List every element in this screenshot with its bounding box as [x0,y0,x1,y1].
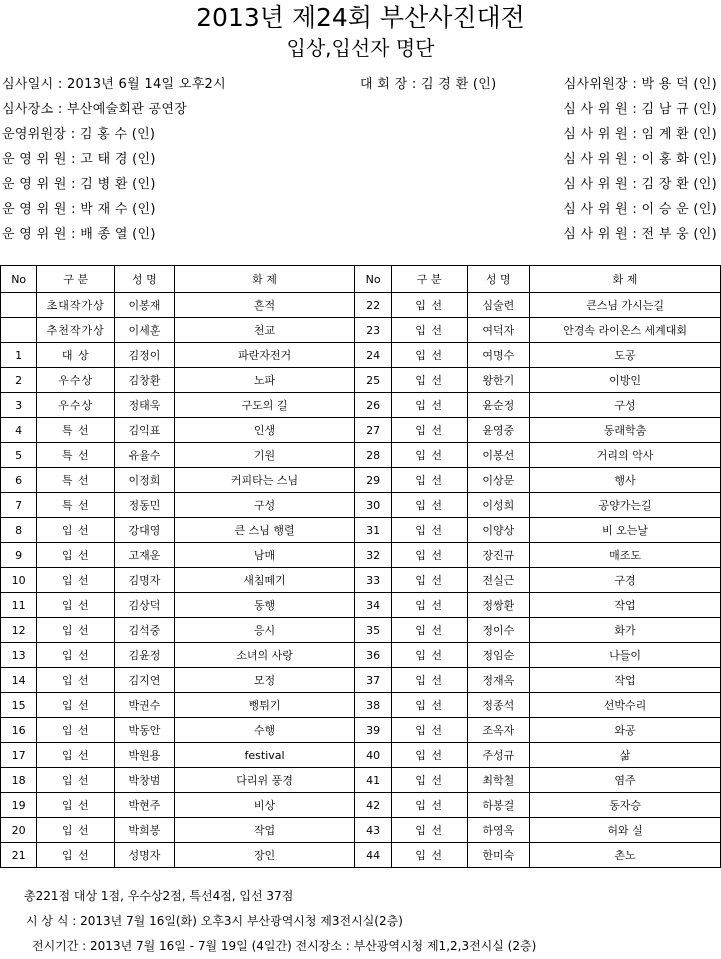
cell-no: 3 [1,393,37,418]
cell-title: 나들이 [530,643,721,668]
cell-name: 정이수 [467,618,530,643]
cell-grade: 입 선 [37,668,115,693]
cell-no: 19 [1,793,37,818]
info-left-line: 운 영 위 원 : 고 태 경 (인) [2,152,156,167]
cell-grade: 입 선 [391,743,467,768]
cell-title: 큰스님 가시는길 [530,293,721,318]
cell-name: 김명자 [115,568,175,593]
cell-no: 26 [355,393,391,418]
cell-name: 전실근 [467,568,530,593]
cell-no [1,318,37,343]
cell-grade: 입 선 [391,493,467,518]
table-row [1,368,721,393]
cell-no: 30 [355,493,391,518]
table-row [1,393,721,418]
table-row [1,318,721,343]
page-title: 2013년 제24회 부산사진대전 [196,3,525,32]
cell-name: 김상덕 [115,593,175,618]
cell-name: 강대영 [115,518,175,543]
cell-name: 박동안 [115,718,175,743]
cell-grade: 입 선 [37,793,115,818]
cell-title: 허와 실 [530,818,721,843]
cell-title: 새침떼기 [174,568,355,593]
cell-no: 1 [1,343,37,368]
header-grade: 구 분 [391,266,467,293]
winners-table [0,265,721,868]
table-row [1,618,721,643]
cell-grade: 입 선 [37,743,115,768]
cell-grade: 입 선 [391,668,467,693]
cell-title: 거리의 악사 [530,443,721,468]
cell-grade: 특 선 [37,443,115,468]
cell-no: 12 [1,618,37,643]
cell-title: 공양가는길 [530,493,721,518]
cell-name: 정쌍환 [467,593,530,618]
cell-name: 정종석 [467,693,530,718]
cell-grade: 입 선 [37,768,115,793]
cell-name: 박창범 [115,768,175,793]
info-right-line: 심 사 위 원 : 전 부 웅 (인) [563,227,717,242]
cell-no: 6 [1,468,37,493]
cell-name: 한미숙 [467,843,530,868]
cell-title: 뻥튀기 [174,693,355,718]
info-left-line: 심사장소 : 부산예술회관 공연장 [2,102,188,117]
cell-no: 7 [1,493,37,518]
table-row [1,843,721,868]
cell-title: 남매 [174,543,355,568]
cell-no: 33 [355,568,391,593]
cell-name: 하영옥 [467,818,530,843]
info-right-line: 심 사 위 원 : 김 장 환 (인) [563,177,717,192]
cell-no: 36 [355,643,391,668]
cell-grade: 입 선 [391,368,467,393]
cell-no: 16 [1,718,37,743]
header-no: No [355,266,391,293]
cell-no: 29 [355,468,391,493]
table-row [1,468,721,493]
table-row [1,818,721,843]
cell-title: 구경 [530,568,721,593]
cell-no: 41 [355,768,391,793]
cell-name: 이양상 [467,518,530,543]
cell-name: 정태욱 [115,393,175,418]
chairman-line: 대 회 장 : 김 경 환 (인) [360,77,497,92]
cell-name: 하봉걸 [467,793,530,818]
cell-no: 5 [1,443,37,468]
cell-grade: 입 선 [391,418,467,443]
table-header-row [1,266,721,293]
cell-title: 수행 [174,718,355,743]
header-title: 화 제 [530,266,721,293]
cell-grade: 입 선 [37,543,115,568]
cell-title: 동행 [174,593,355,618]
cell-grade: 입 선 [391,568,467,593]
table-row [1,718,721,743]
cell-title: 구성 [174,493,355,518]
cell-name: 이봉재 [115,293,175,318]
info-left-line: 심사일시 : 2013년 6월 14일 오후2시 [2,77,226,92]
cell-name: 박권수 [115,693,175,718]
cell-grade: 입 선 [391,443,467,468]
cell-no: 9 [1,543,37,568]
cell-grade: 입 선 [391,693,467,718]
header-name: 성 명 [115,266,175,293]
info-right-line: 심 사 위 원 : 이 홍 화 (인) [563,152,717,167]
cell-grade: 우수상 [37,393,115,418]
table-row [1,543,721,568]
cell-grade: 입 선 [391,593,467,618]
table-row [1,793,721,818]
cell-title: 동래학춤 [530,418,721,443]
table-row [1,343,721,368]
cell-name: 조옥자 [467,718,530,743]
table-row [1,743,721,768]
cell-name: 장진규 [467,543,530,568]
cell-name: 김창환 [115,368,175,393]
cell-name: 김석중 [115,618,175,643]
cell-no: 25 [355,368,391,393]
cell-grade: 추천작가상 [37,318,115,343]
cell-title: 촌노 [530,843,721,868]
cell-name: 정임순 [467,643,530,668]
cell-grade: 입 선 [391,818,467,843]
cell-title: 삶 [530,743,721,768]
cell-grade: 입 선 [37,818,115,843]
cell-name: 여명수 [467,343,530,368]
cell-title: 큰 스님 행렬 [174,518,355,543]
cell-no [1,293,37,318]
header-no: No [1,266,37,293]
cell-title: 행사 [530,468,721,493]
cell-grade: 입 선 [37,718,115,743]
cell-title: 이방인 [530,368,721,393]
cell-no: 24 [355,343,391,368]
cell-no: 34 [355,593,391,618]
cell-title: 다리위 풍경 [174,768,355,793]
cell-title: 비 오는날 [530,518,721,543]
cell-grade: 입 선 [391,543,467,568]
header-name: 성 명 [467,266,530,293]
table-row [1,693,721,718]
cell-title: 소녀의 사랑 [174,643,355,668]
cell-name: 윤영중 [467,418,530,443]
footer-totals: 총221점 대상 1점, 우수상2점, 특선4점, 입선 37점 [24,889,294,903]
cell-no: 35 [355,618,391,643]
cell-no: 11 [1,593,37,618]
cell-no: 8 [1,518,37,543]
cell-no: 40 [355,743,391,768]
cell-grade: 입 선 [37,618,115,643]
cell-grade: 입 선 [391,468,467,493]
cell-name: 윤순정 [467,393,530,418]
cell-title: 작업 [530,668,721,693]
info-right-line: 심 사 위 원 : 이 승 운 (인) [563,202,717,217]
cell-grade: 특 선 [37,418,115,443]
cell-no: 20 [1,818,37,843]
cell-name: 최학철 [467,768,530,793]
cell-name: 박원용 [115,743,175,768]
cell-name: 박희봉 [115,818,175,843]
cell-title: 인생 [174,418,355,443]
table-row [1,768,721,793]
info-left-line: 운 영 위 원 : 배 종 열 (인) [2,227,156,242]
cell-grade: 입 선 [391,768,467,793]
cell-name: 이상문 [467,468,530,493]
cell-grade: 우수상 [37,368,115,393]
cell-name: 여덕자 [467,318,530,343]
cell-name: 이봉선 [467,443,530,468]
cell-no: 21 [1,843,37,868]
info-right-line: 심 사 위 원 : 김 남 규 (인) [563,102,717,117]
cell-name: 유율수 [115,443,175,468]
cell-name: 김익표 [115,418,175,443]
cell-title: 안경속 라이온스 세계대회 [530,318,721,343]
cell-title: festival [174,743,355,768]
cell-grade: 입 선 [391,718,467,743]
cell-grade: 입 선 [37,518,115,543]
cell-no: 44 [355,843,391,868]
info-right-line: 심사위원장 : 박 용 덕 (인) [563,77,717,92]
cell-no: 38 [355,693,391,718]
cell-no: 37 [355,668,391,693]
cell-title: 작업 [174,818,355,843]
table-row [1,293,721,318]
table-row [1,643,721,668]
cell-title: 흔적 [174,293,355,318]
cell-title: 비상 [174,793,355,818]
cell-grade: 입 선 [391,643,467,668]
cell-no: 15 [1,693,37,718]
table-row [1,493,721,518]
info-left-line: 운영위원장 : 김 홍 수 (인) [2,127,156,142]
cell-title: 화가 [530,618,721,643]
cell-title: 도공 [530,343,721,368]
cell-name: 정동민 [115,493,175,518]
info-right-line: 심 사 위 원 : 임 계 환 (인) [563,127,717,142]
cell-no: 39 [355,718,391,743]
cell-grade: 입 선 [37,643,115,668]
footer-ceremony: 시 상 식 : 2013년 7월 16일(화) 오후3시 부산광역시청 제3전시실(2층) [26,914,403,928]
cell-title: 장인 [174,843,355,868]
table-row [1,443,721,468]
cell-title: 응시 [174,618,355,643]
table-row [1,518,721,543]
cell-grade: 초대작가상 [37,293,115,318]
cell-grade: 입 선 [37,568,115,593]
cell-no: 27 [355,418,391,443]
cell-name: 이성희 [467,493,530,518]
cell-no: 23 [355,318,391,343]
cell-no: 13 [1,643,37,668]
cell-title: 기원 [174,443,355,468]
info-left-line: 운 영 위 원 : 박 재 수 (인) [2,202,156,217]
cell-grade: 입 선 [391,843,467,868]
footer-exhibition: 전시기간 : 2013년 7월 16일 - 7월 19일 (4일간) 전시장소 : 부산광역시청 제1,2,3전시실 (2층) [32,939,537,953]
cell-no: 10 [1,568,37,593]
table-row [1,593,721,618]
cell-title: 커피타는 스님 [174,468,355,493]
cell-title: 작업 [530,593,721,618]
cell-no: 22 [355,293,391,318]
cell-no: 2 [1,368,37,393]
cell-title: 매조도 [530,543,721,568]
cell-no: 4 [1,418,37,443]
cell-grade: 특 선 [37,493,115,518]
cell-title: 노파 [174,368,355,393]
cell-grade: 대 상 [37,343,115,368]
cell-no: 32 [355,543,391,568]
page-subtitle: 입상,입선자 명단 [286,36,435,60]
header-title: 화 제 [174,266,355,293]
cell-name: 고재운 [115,543,175,568]
cell-title: 동자승 [530,793,721,818]
table-row [1,418,721,443]
cell-title: 와공 [530,718,721,743]
cell-title: 구성 [530,393,721,418]
cell-name: 심술련 [467,293,530,318]
cell-name: 박현주 [115,793,175,818]
cell-title: 천교 [174,318,355,343]
cell-no: 17 [1,743,37,768]
cell-grade: 입 선 [391,618,467,643]
cell-grade: 입 선 [37,843,115,868]
cell-name: 성명자 [115,843,175,868]
cell-grade: 입 선 [391,393,467,418]
cell-name: 이세훈 [115,318,175,343]
cell-grade: 입 선 [37,693,115,718]
cell-no: 43 [355,818,391,843]
cell-no: 42 [355,793,391,818]
table-row [1,568,721,593]
cell-name: 주성규 [467,743,530,768]
cell-no: 14 [1,668,37,693]
cell-title: 염주 [530,768,721,793]
cell-name: 이정희 [115,468,175,493]
cell-grade: 입 선 [391,318,467,343]
cell-grade: 입 선 [391,293,467,318]
cell-no: 31 [355,518,391,543]
cell-no: 18 [1,768,37,793]
header-grade: 구 분 [37,266,115,293]
cell-name: 왕한기 [467,368,530,393]
cell-title: 구도의 길 [174,393,355,418]
cell-title: 모정 [174,668,355,693]
cell-grade: 입 선 [391,518,467,543]
cell-title: 선박수리 [530,693,721,718]
cell-name: 정재옥 [467,668,530,693]
cell-name: 김윤정 [115,643,175,668]
table-row [1,668,721,693]
cell-grade: 입 선 [391,343,467,368]
cell-name: 김지연 [115,668,175,693]
cell-grade: 특 선 [37,468,115,493]
cell-no: 28 [355,443,391,468]
info-left-line: 운 영 위 원 : 김 병 환 (인) [2,177,156,192]
cell-title: 파란자전거 [174,343,355,368]
cell-grade: 입 선 [37,593,115,618]
cell-grade: 입 선 [391,793,467,818]
cell-name: 김정이 [115,343,175,368]
